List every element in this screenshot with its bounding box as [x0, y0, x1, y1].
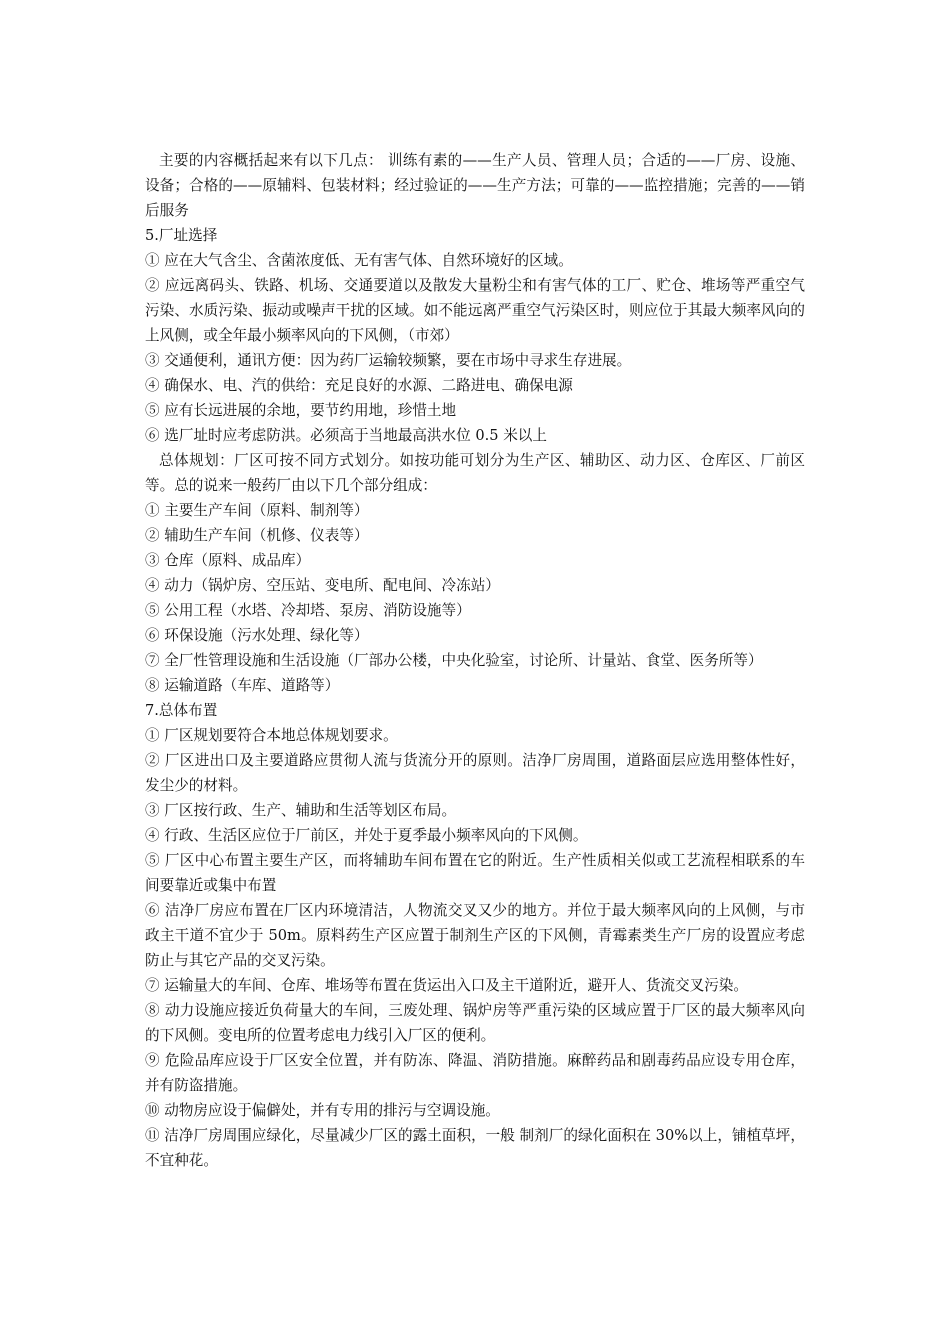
section7-item: ⑩ 动物房应设于偏僻处，并有专用的排污与空调设施。: [145, 1102, 500, 1119]
section5-item: ⑤ 应有长远进展的余地，要节约用地，珍惜土地: [145, 402, 457, 419]
planning-item: ④ 动力（锅炉房、空压站、变电所、配电间、冷冻站）: [145, 577, 500, 594]
section7-item: ① 厂区规划要符合本地总体规划要求。: [145, 727, 398, 744]
planning-item: ① 主要生产车间（原料、制剂等）: [145, 502, 369, 519]
section7-item: ⑥ 洁净厂房应布置在厂区内环境清洁，人物流交叉又少的地方。并位于最大频率风向的上风侧，与市政主干道不宜少于 50m。原料药生产区应置于制剂生产区的下风侧，青霉素类生产厂房的设置应考虑防止与其它产品的交叉污染。: [145, 902, 805, 969]
document-body: [145, 148, 805, 1173]
section7-item: ⑨ 危险品库应设于厂区安全位置，并有防冻、降温、消防措施。麻醉药品和剧毒药品应设专用仓库，并有防盗措施。: [145, 1052, 805, 1094]
section7-heading: 7.总体布置: [145, 702, 218, 719]
planning-item: ⑤ 公用工程（水塔、冷却塔、泵房、消防设施等）: [145, 602, 471, 619]
planning-item: ③ 仓库（原料、成品库）: [145, 552, 311, 569]
section7-item: ⑧ 动力设施应接近负荷量大的车间，三废处理、锅炉房等严重污染的区域应置于厂区的最大频率风向的下风侧。变电所的位置考虑电力线引入厂区的便利。: [145, 1002, 805, 1044]
section5-item: ④ 确保水、电、汽的供给：充足良好的水源、二路进电、确保电源: [145, 377, 573, 394]
planning-item: ⑦ 全厂性管理设施和生活设施（厂部办公楼，中央化验室，讨论所、计量站、食堂、医务所等）: [145, 652, 763, 669]
section7-item: ③ 厂区按行政、生产、辅助和生活等划区布局。: [145, 802, 457, 819]
planning-intro: 总体规划：厂区可按不同方式划分。如按功能可划分为生产区、辅助区、动力区、仓库区、厂前区等。总的说来一般药厂由以下几个部分组成：: [145, 452, 805, 494]
section7-item: ② 厂区进出口及主要道路应贯彻人流与货流分开的原则。洁净厂房周围，道路面层应选用整体性好，发尘少的材料。: [145, 752, 805, 794]
section7-item: ⑦ 运输量大的车间、仓库、堆场等布置在货运出入口及主干道附近，避开人、货流交叉污染。: [145, 977, 748, 994]
intro-paragraph: 主要的内容概括起来有以下几点： 训练有素的——生产人员、管理人员；合适的——厂房、设施、设备；合格的——原辅料、包装材料；经过验证的——生产方法；可靠的——监控措施；完善的——销后服务: [145, 152, 805, 219]
section5-item: ① 应在大气含尘、含菌浓度低、无有害气体、自然环境好的区域。: [145, 252, 573, 269]
section5-item: ⑥ 选厂址时应考虑防洪。必须高于当地最高洪水位 0.5 米以上: [145, 427, 547, 444]
section5-item: ③ 交通便利，通讯方便：因为药厂运输较频繁，要在市场中寻求生存进展。: [145, 352, 632, 369]
planning-item: ⑥ 环保设施（污水处理、绿化等）: [145, 627, 369, 644]
section7-item: ⑪ 洁净厂房周围应绿化，尽量减少厂区的露土面积，一般 制剂厂的绿化面积在 30%以上，铺植草坪，不宜种花。: [145, 1127, 805, 1169]
planning-item: ⑧ 运输道路（车库、道路等）: [145, 677, 340, 694]
planning-item: ② 辅助生产车间（机修、仪表等）: [145, 527, 369, 544]
section7-item: ⑤ 厂区中心布置主要生产区，而将辅助车间布置在它的附近。生产性质相关似或工艺流程相联系的车间要靠近或集中布置: [145, 852, 805, 894]
section5-item: ② 应远离码头、铁路、机场、交通要道以及散发大量粉尘和有害气体的工厂、贮仓、堆场等严重空气污染、水质污染、振动或噪声干扰的区域。如不能远离严重空气污染区时，则应位于其最大频率风向的上风侧，或全年最小频率风向的下风侧，（市郊）: [145, 277, 805, 344]
section7-item: ④ 行政、生活区应位于厂前区，并处于夏季最小频率风向的下风侧。: [145, 827, 588, 844]
section5-heading: 5.厂址选择: [145, 227, 218, 244]
